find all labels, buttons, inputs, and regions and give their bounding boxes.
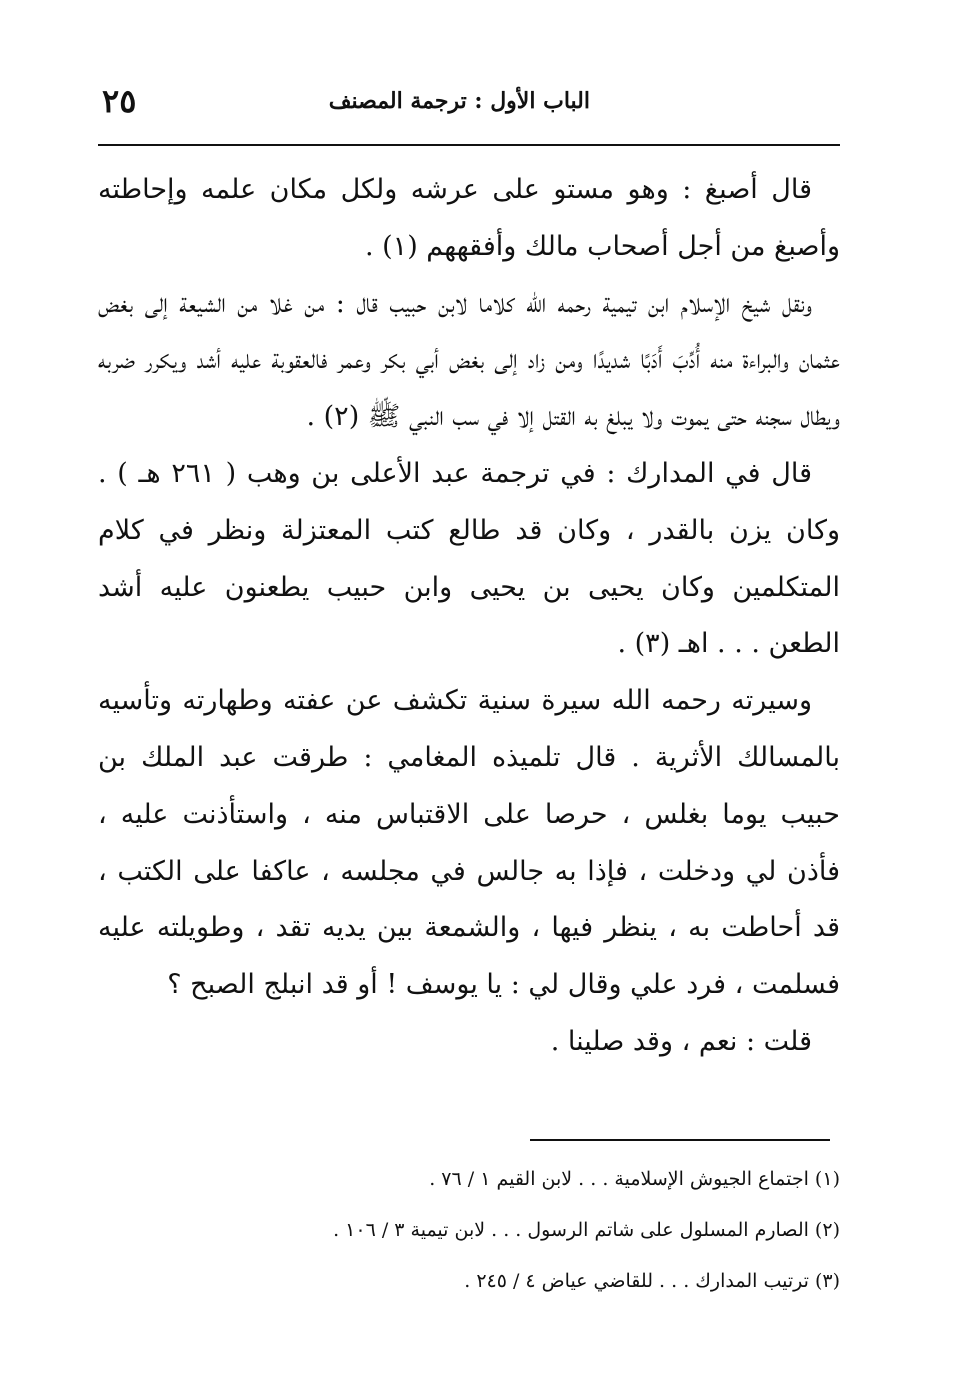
paragraph-asbagh: قال أصبغ : وهو مستو على عرشه ولكل مكان علمه وإحاطته وأصبغ من أجل أصحاب مالك وأفقههم (١) . [98,174,840,262]
page-header [96,82,840,138]
paragraph-ibn-taymiyya: ونقل شيخ الإسلام ابن تيمية رحمه الله كلاما لابن حبيب قال : من غلا من الشيعة إلى بغض عثمان والبراءة منه أُدِّبَ أَدَبًا شديدًا ومن زاد إلى بغض أبي بكر وعمر فالعقوبة عليه أشد ويكرر ضربه ويطال سجنه حتى يموت ولا يبلغ به القتل إلا في سب النبي ﷺ (٢) . [98,287,840,433]
footnotes [98,1154,840,1307]
paragraph-madarik: قال في المدارك : في ترجمة عبد الأعلى بن وهب ( ٢٦١ هـ ) . وكان يزن بالقدر ، وكان قد طالع كتب المعتزلة ونظر في كلام المتكلمين وكان يحيى بن يحيى وابن حبيب يطعنون عليه أشد الطعن . . . اهـ (٣) . [98,457,840,660]
paragraph-biography: وسيرته رحمه الله سيرة سنية تكشف عن عفته وطهارته وتأسيه بالمسالك الأثرية . قال تلميذه المغامي : طرقت عبد الملك بن حبيب يوما بغلس ، حرصا على الاقتباس منه ، واستأذنت عليه ، فأذن لي ودخلت ، فإذا به جالس في مجلسه ، عاكفا على الكتب ، قد أحاطت به ، ينظر فيها ، والشمعة بين يديه تقد ، وطويلته عليه فسلمت ، فرد علي وقال لي : يا يوسف ! أو قد انبلج الصبح ؟ [98,685,840,1001]
footnote-2: (٢) الصارم المسلول على شاتم الرسول . . . لابن تيمية ٣ / ١٠٦ . [333,1219,840,1241]
paragraph-reply: قلت : نعم ، وقد صلينا . [550,1025,812,1057]
footnote-1: (١) اجتماع الجيوش الإسلامية . . . لابن القيم ١ / ٧٦ . [429,1168,840,1190]
footnote-divider [530,1139,830,1141]
header-divider [98,144,840,146]
page-number: ٢٥ [102,82,137,120]
main-text [98,162,840,1071]
footnote-3: (٣) ترتيب المدارك . . . للقاضي عياض ٤ / ٢٤٥ . [464,1270,840,1292]
running-title: الباب الأول : ترجمة المصنف [328,88,590,114]
